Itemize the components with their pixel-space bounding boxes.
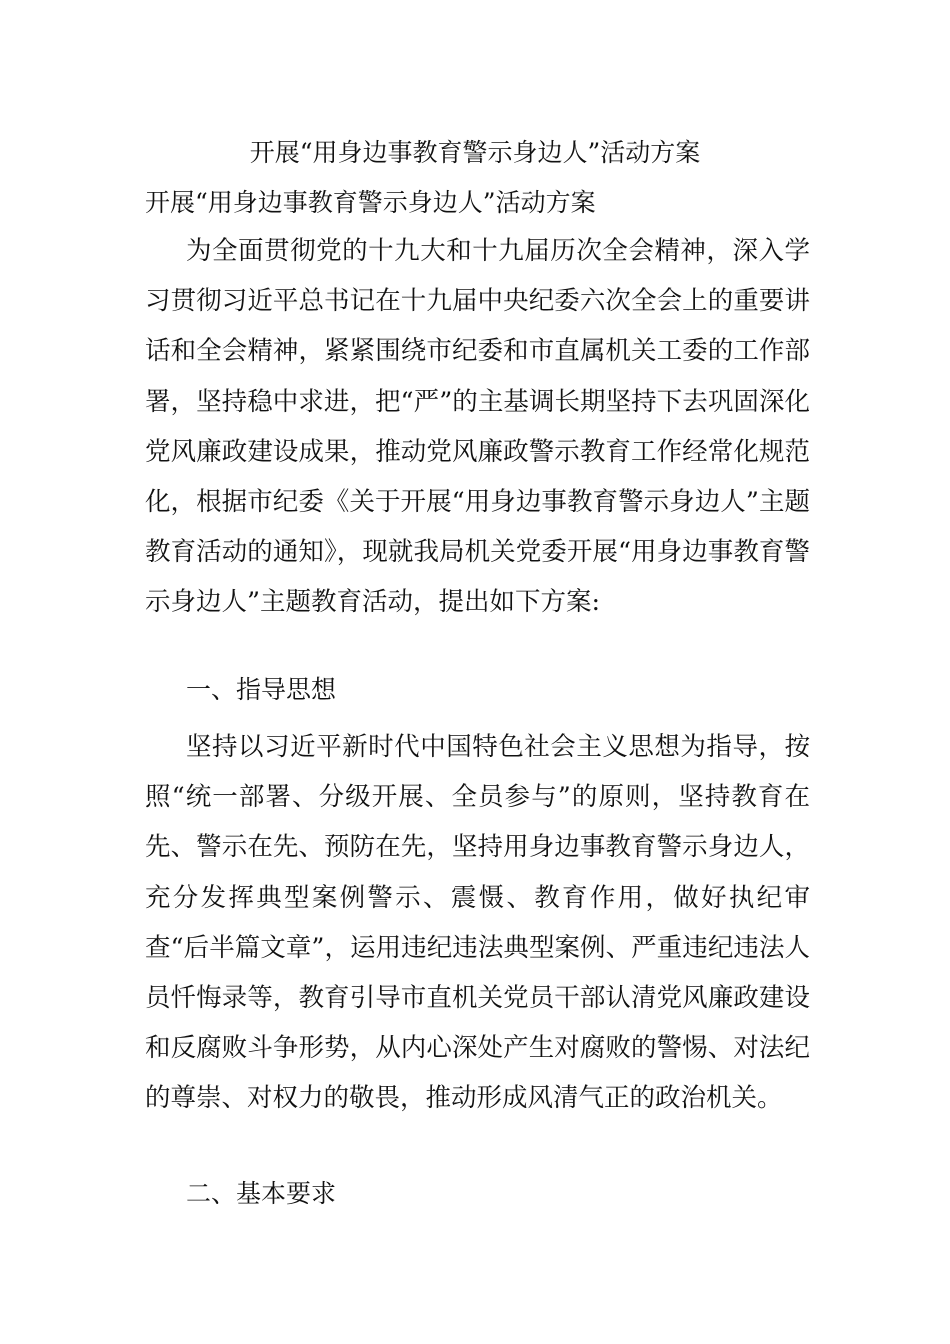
document-title: 开展“用身边事教育警示身边人”活动方案 (249, 138, 701, 167)
section-heading-guiding-ideology: 一、指导思想 (186, 675, 337, 704)
section-heading-basic-requirements: 二、基本要求 (186, 1179, 337, 1208)
document-subtitle: 开展“用身边事教育警示身边人”活动方案 (145, 188, 596, 217)
intro-paragraph: 为全面贯彻党的十九大和十九届历次全会精神，深入学习贯彻习近平总书记在十九届中央纪委六次全会上的重要讲话和全会精神，紧紧围绕市纪委和市直属机关工委的工作部署，坚持稳中求进，把“严”的主基调长期坚持下去巩固深化党风廉政建设成果，推动党风廉政警示教育工作经常化规范化，根据市纪委《关于开展“用身边事教育警示身边人”主题教育活动的通知》，现就我局机关党委开展“用身边事教育警示身边人”主题教育活动，提出如下方案: (145, 236, 810, 618)
guiding-ideology-paragraph: 坚持以习近平新时代中国特色社会主义思想为指导，按照“统一部署、分级开展、全员参与”的原则，坚持教育在先、警示在先、预防在先，坚持用身边事教育警示身边人，充分发挥典型案例警示、震慑、教育作用，做好执纪审查“后半篇文章”，运用违纪违法典型案例、严重违纪违法人员忏悔录等，教育引导市直机关党员干部认清党风廉政建设和反腐败斗争形势，从内心深处产生对腐败的警惕、对法纪的尊崇、对权力的敬畏，推动形成风清气正的政治机关。 (145, 732, 810, 1114)
